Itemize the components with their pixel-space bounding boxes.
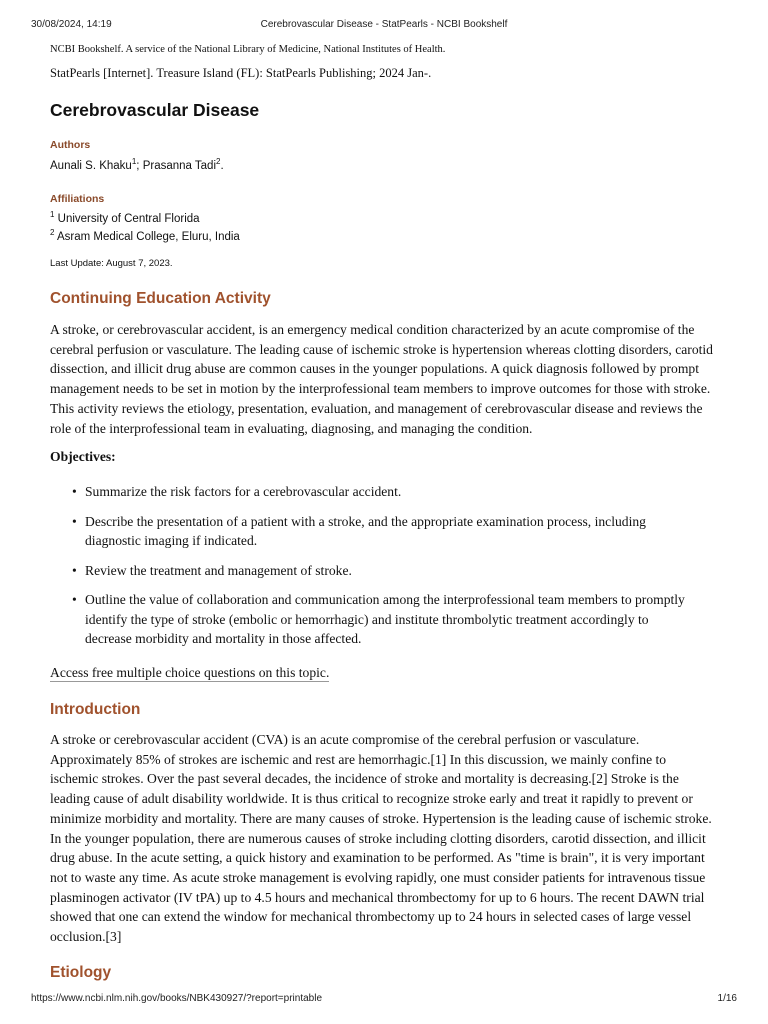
objectives-label: Objectives:	[50, 449, 116, 464]
citation: StatPearls [Internet]. Treasure Island (FL): StatPearls Publishing; 2024 Jan-.	[50, 66, 432, 80]
print-tab-title: Cerebrovascular Disease - StatPearls - NCBI Bookshelf	[260, 19, 508, 30]
authors-heading: Authors	[50, 139, 91, 151]
author-link[interactable]: Prasanna Tadi	[142, 160, 216, 172]
affiliation-number: 2	[50, 228, 55, 238]
affiliation-item	[50, 210, 200, 225]
authors-list	[50, 157, 224, 172]
affiliation-name: University of Central Florida	[57, 213, 200, 225]
section-heading-etiology: Etiology	[50, 964, 112, 981]
access-mcq-container	[50, 664, 329, 682]
access-mcq-link[interactable]: Access free multiple choice questions on this topic.	[50, 665, 330, 680]
bookshelf-note: NCBI Bookshelf. A service of the National Library of Medicine, National Institutes of Health.	[50, 44, 446, 55]
section-heading-ce-activity: Continuing Education Activity	[50, 290, 271, 307]
print-url: https://www.ncbi.nlm.nih.gov/books/NBK430927/?report=printable	[31, 993, 323, 1004]
author-affiliation-ref: 1	[131, 157, 137, 167]
page-title: Cerebrovascular Disease	[50, 100, 260, 120]
objective-item: • Describe the presentation of a patient with a stroke, and the appropriate examination process, including diagnostic imaging if indicated.	[72, 513, 646, 548]
objective-item: • Summarize the risk factors for a cerebrovascular accident.	[50, 482, 690, 502]
ce-activity-paragraph: A stroke, or cerebrovascular accident, is an emergency medical condition characterized by an acute compromise of the cerebral perfusion or vasculature. The leading cause of ischemic stroke is hypertension whereas clotting disorders, carotid dissection, and illicit drug abuse are common causes in the younger populations. A quick diagnosis followed by prompt management needs to be set in motion by the interprofessional team members to improve outcomes for those with stroke. This activity reviews the etiology, presentation, evaluation, and management of cerebrovascular disease and reviews the role of the interprofessional team in evaluating, diagnosing, and managing the condition.	[50, 322, 713, 436]
affiliations-heading: Affiliations	[50, 193, 105, 205]
author-separator: .	[220, 160, 224, 172]
print-footer	[31, 993, 737, 1004]
author-separator: ;	[136, 160, 143, 172]
print-date: 30/08/2024, 14:19	[31, 19, 112, 30]
page-number: 1/16	[717, 993, 737, 1004]
last-update: Last Update: August 7, 2023.	[50, 258, 173, 269]
affiliation-name: Asram Medical College, Eluru, India	[57, 231, 240, 243]
author-link[interactable]: Aunali S. Khaku	[50, 160, 132, 172]
bullet-icon: •	[72, 592, 77, 607]
bullet-icon: •	[72, 513, 77, 529]
author-affiliation-ref: 2	[216, 157, 221, 167]
affiliation-number: 1	[50, 210, 55, 220]
bullet-icon: •	[72, 562, 77, 578]
objective-item: • Outline the value of collaboration and communication among the interprofessional team members to promptly identify the type of stroke (embolic or hemorrhagic) and institute thrombolytic treatment accordingly to decrease morbidity and mortality in those affected.	[72, 592, 685, 646]
section-heading-introduction: Introduction	[50, 701, 141, 718]
affiliation-item	[50, 228, 240, 243]
objectives-list	[50, 482, 690, 649]
introduction-paragraph: A stroke or cerebrovascular accident (CVA) is an acute compromise of the cerebral perfusion or vasculature. Approximately 85% of strokes are ischemic and rest are hemorrhagic.[1] In this discussion, we mainly confine to ischemic strokes. Over the past several decades, the incidence of stroke and mortality is decreasing.[2] Stroke is the leading cause of adult disability worldwide. It is thus critical to recognize stroke early and treat it rapidly to prevent or minimize morbidity and mortality. There are many causes of stroke. Hypertension is the leading cause of ischemic stroke. In the younger population, there are numerous causes of stroke including clotting disorders, carotid dissection, and illicit drug abuse. In the acute setting, a quick history and examination to be performed. As "time is brain", it is very important not to waste any time. As acute stroke management is evolving rapidly, one must consider patients for intravenous tissue plasminogen activator (IV tPA) up to 4.5 hours and mechanical thrombectomy for up to 6 hours. The recent DAWN trial showed that one can extend the window for mechanical thrombectomy up to 24 hours in selected cases of large vessel occlusion.[3]	[50, 732, 712, 945]
bullet-icon: •	[72, 484, 77, 499]
objective-item: • Review the treatment and management of stroke.	[50, 561, 690, 581]
